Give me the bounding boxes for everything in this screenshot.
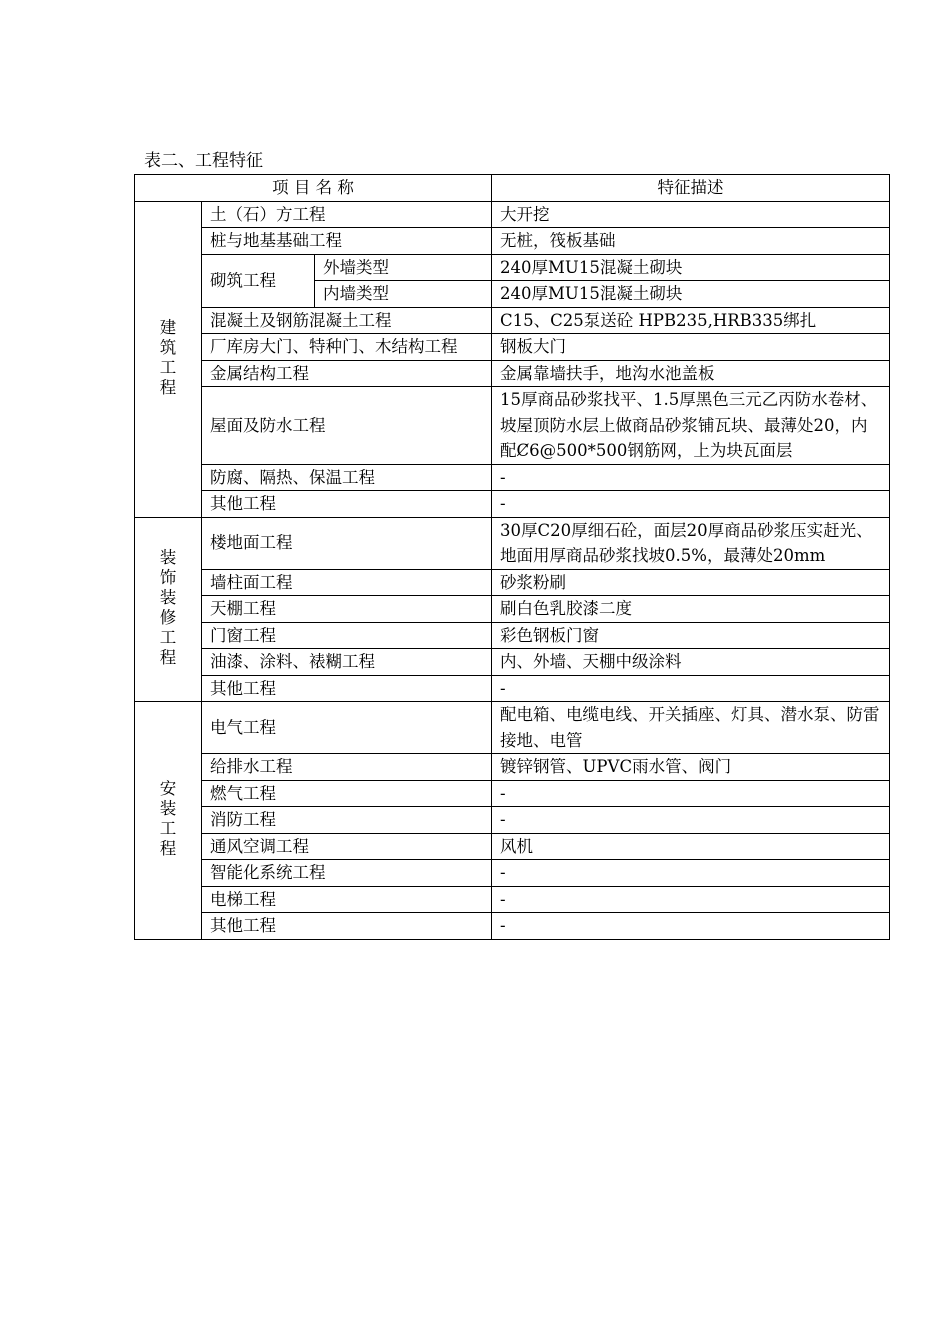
table-row xyxy=(135,491,890,518)
table-row xyxy=(135,228,890,255)
item-cell: 砌筑工程 xyxy=(202,254,315,307)
table-row xyxy=(135,780,890,807)
table-row xyxy=(135,517,890,569)
subitem-cell: 外墙类型 xyxy=(315,254,492,281)
category-cell xyxy=(135,702,202,940)
item-cell: 其他工程 xyxy=(202,913,492,940)
desc-cell: - xyxy=(492,675,890,702)
item-cell: 通风空调工程 xyxy=(202,833,492,860)
desc-cell: 配电箱、电缆电线、开关插座、灯具、潜水泵、防雷接地、电管 xyxy=(492,702,890,754)
desc-cell: - xyxy=(492,807,890,834)
item-cell: 电梯工程 xyxy=(202,886,492,913)
desc-cell: - xyxy=(492,464,890,491)
table-row xyxy=(135,622,890,649)
table-row xyxy=(135,675,890,702)
desc-cell: 15厚商品砂浆找平、1.5厚黑色三元乙丙防水卷材、坡屋顶防水层上做商品砂浆铺瓦块、最薄处20，内配Ȼ6@500*500钢筋网，上为块瓦面层 xyxy=(492,387,890,465)
table-row xyxy=(135,334,890,361)
item-cell: 金属结构工程 xyxy=(202,360,492,387)
subitem-cell: 内墙类型 xyxy=(315,281,492,308)
table-row xyxy=(135,886,890,913)
item-cell: 其他工程 xyxy=(202,675,492,702)
table-row xyxy=(135,360,890,387)
desc-cell: - xyxy=(492,886,890,913)
desc-cell: 刷白色乳胶漆二度 xyxy=(492,596,890,623)
desc-cell: 钢板大门 xyxy=(492,334,890,361)
header-item: 项 目 名 称 xyxy=(135,175,492,202)
item-cell: 门窗工程 xyxy=(202,622,492,649)
desc-cell: 内、外墙、天棚中级涂料 xyxy=(492,649,890,676)
table-row xyxy=(135,860,890,887)
table-row xyxy=(135,254,890,281)
item-cell: 其他工程 xyxy=(202,491,492,518)
desc-cell: 砂浆粉刷 xyxy=(492,569,890,596)
item-cell: 厂库房大门、特种门、木结构工程 xyxy=(202,334,492,361)
desc-cell: - xyxy=(492,780,890,807)
desc-cell: C15、C25泵送砼 HPB235,HRB335绑扎 xyxy=(492,307,890,334)
desc-cell: 240厚MU15混凝土砌块 xyxy=(492,281,890,308)
item-cell: 电气工程 xyxy=(202,702,492,754)
item-cell: 防腐、隔热、保温工程 xyxy=(202,464,492,491)
desc-cell: 240厚MU15混凝土砌块 xyxy=(492,254,890,281)
header-desc: 特征描述 xyxy=(492,175,890,202)
engineering-features-table xyxy=(134,174,890,940)
desc-cell: 无桩，筏板基础 xyxy=(492,228,890,255)
category-label: 装饰装修工程 xyxy=(159,548,177,667)
item-cell: 屋面及防水工程 xyxy=(202,387,492,465)
item-cell: 智能化系统工程 xyxy=(202,860,492,887)
item-cell: 天棚工程 xyxy=(202,596,492,623)
desc-cell: 大开挖 xyxy=(492,201,890,228)
desc-cell: 金属靠墙扶手，地沟水池盖板 xyxy=(492,360,890,387)
desc-cell: 30厚C20厚细石砼，面层20厚商品砂浆压实赶光、地面用厚商品砂浆找坡0.5%，最薄处20mm xyxy=(492,517,890,569)
item-cell: 消防工程 xyxy=(202,807,492,834)
table-row xyxy=(135,807,890,834)
table-row xyxy=(135,307,890,334)
item-cell: 混凝土及钢筋混凝土工程 xyxy=(202,307,492,334)
table-row xyxy=(135,649,890,676)
desc-cell: - xyxy=(492,913,890,940)
item-cell: 给排水工程 xyxy=(202,754,492,781)
table-row xyxy=(135,569,890,596)
table-row xyxy=(135,596,890,623)
item-cell: 墙柱面工程 xyxy=(202,569,492,596)
desc-cell: - xyxy=(492,491,890,518)
item-cell: 土（石）方工程 xyxy=(202,201,492,228)
item-cell: 楼地面工程 xyxy=(202,517,492,569)
desc-cell: 镀锌钢管、UPVC雨水管、阀门 xyxy=(492,754,890,781)
item-cell: 油漆、涂料、裱糊工程 xyxy=(202,649,492,676)
category-label: 建筑工程 xyxy=(159,317,177,397)
table-row xyxy=(135,754,890,781)
desc-cell: 风机 xyxy=(492,833,890,860)
table-row xyxy=(135,464,890,491)
category-cell xyxy=(135,201,202,517)
category-label: 安装工程 xyxy=(159,779,177,858)
category-cell xyxy=(135,517,202,702)
table-row xyxy=(135,913,890,940)
table-row xyxy=(135,201,890,228)
table-row xyxy=(135,833,890,860)
table-header-row xyxy=(135,175,890,202)
desc-cell: - xyxy=(492,860,890,887)
item-cell: 桩与地基基础工程 xyxy=(202,228,492,255)
table-row xyxy=(135,387,890,465)
item-cell: 燃气工程 xyxy=(202,780,492,807)
desc-cell: 彩色钢板门窗 xyxy=(492,622,890,649)
table-caption: 表二、工程特征 xyxy=(144,151,263,171)
table-row xyxy=(135,702,890,754)
